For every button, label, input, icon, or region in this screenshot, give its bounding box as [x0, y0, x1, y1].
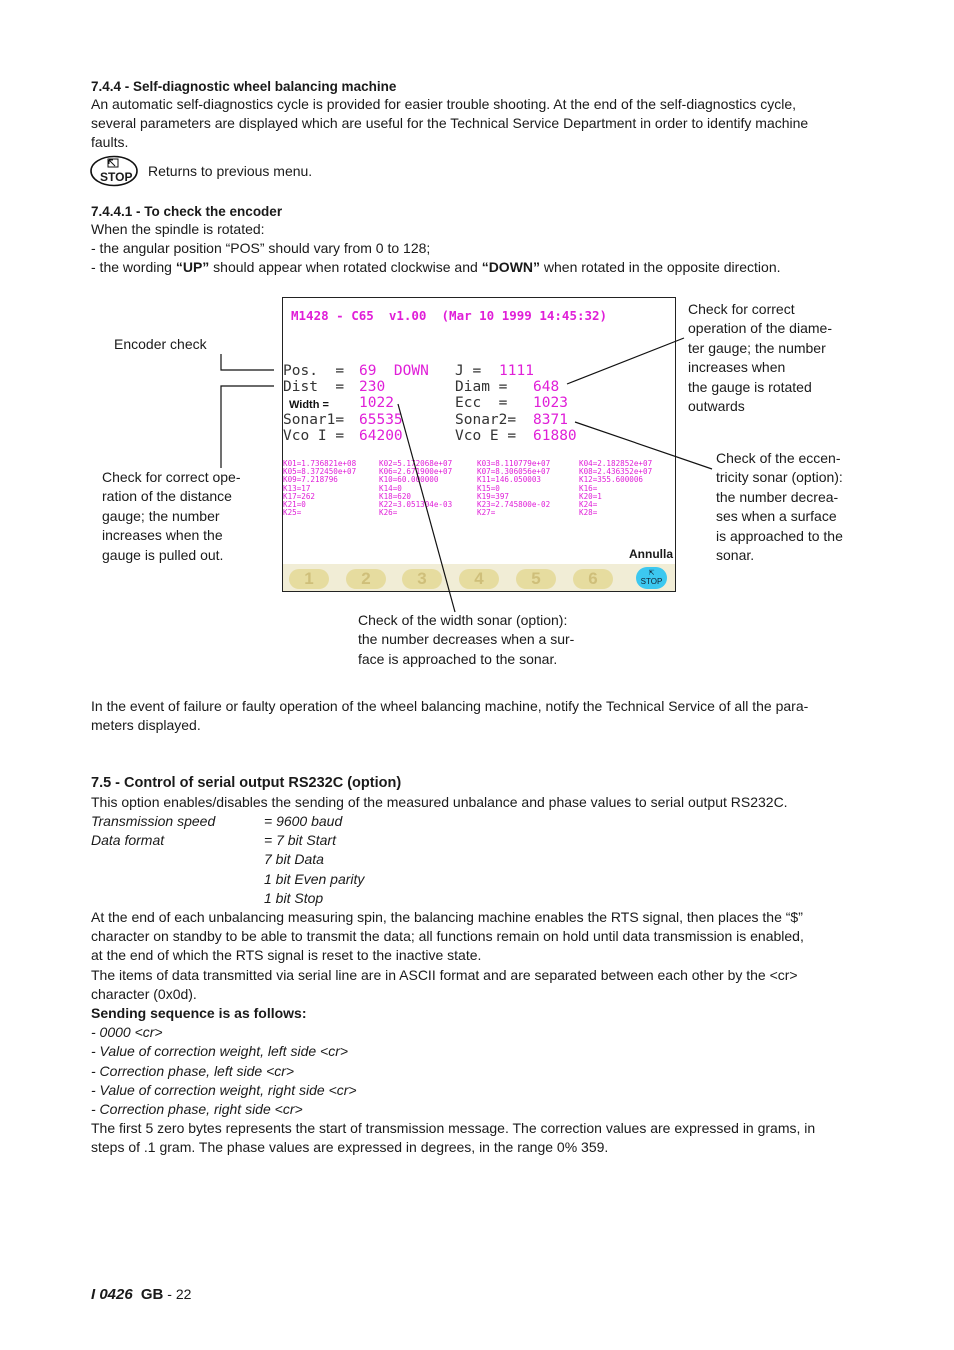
distance-leader [221, 386, 274, 468]
sequence-item: - 0000 <cr> [91, 1024, 163, 1041]
function-key-2[interactable]: 2 [346, 569, 386, 589]
function-key-3[interactable]: 3 [402, 569, 442, 589]
stop-key-label: STOP [100, 170, 133, 184]
caption-distance-check: Check for correct ope- ration of the distance gauge; the number increases when the gauge is pulled out. [102, 469, 241, 563]
brand-label: Annulla [629, 547, 673, 561]
k-params-col3: K03=8.110779e+07 K07=8.306056e+07 K11=146.050003 K15=0 K19=397 K23=2.745800e-02 K27= [477, 459, 551, 518]
k-params-col4: K04=2.182852e+07 K08=2.436352e+07 K12=355.600006 K16= K20=1 K24= K28= [579, 459, 653, 518]
caption-width-check: Check of the width sonar (option): the number decreases when a sur- face is approached to the sonar. [358, 612, 575, 667]
k-params-col2: K02=5.172068e+07 K06=2.671900e+07 K10=60.000000 K14=0 K18=620 K22=3.051304e-03 K26= [379, 459, 453, 518]
rs232-intro: This option enables/disables the sending of the measured unbalance and phase values to serial output RS232C. [91, 794, 788, 810]
page-footer [91, 1286, 191, 1303]
sequence-item: - Value of correction weight, right side <cr> [91, 1081, 357, 1098]
rts-paragraph: At the end of each unbalancing measuring spin, the balancing machine enables the RTS signal, then places the “$” character on standby to be able to transmit the data; all functions remain on hold until data transmission is enabled, at the end of which the RTS signal is reset to the inactive state. The items of data transmitted via serial line are in ASCII format and are separated between each other by the <cr> character (0x0d). Sending sequence is as follows: - 0000 <cr> - Value of correction weight, left side <cr> - Correction phase, left side <cr> - Value of correction weight, right side <cr> - Correction phase, right side <cr> The first 5 zero bytes represents the start of transmission message. The correction values are expressed in grams, in steps of .1 gram. The phase values are expressed in degrees, in the range 0% 359. [91, 908, 851, 1158]
encoder-instructions: When the spindle is rotated: - the angular position “POS” should vary from 0 to 128; - the wording “UP” should appear when rotated clockwise and “DOWN” when rotated in the opposite direction. [91, 221, 781, 276]
caption-eccentricity-check: Check of the eccen- tricity sonar (option): the number decrea- ses when a surface is approached to the sonar. [716, 450, 843, 564]
eccentricity-leader [575, 422, 712, 469]
intro-paragraph: An automatic self-diagnostics cycle is provided for easier trouble shooting. At the end of the self-diagnostics cycle, several parameters are displayed which are useful for the Technical Service Department in order to identify machine faults. [91, 96, 809, 151]
function-key-4[interactable]: 4 [459, 569, 499, 589]
stop-description: Returns to previous menu. [148, 163, 313, 179]
width-leader [398, 404, 455, 612]
sequence-item: - Value of correction weight, left side <cr> [91, 1043, 349, 1060]
sequence-heading: Sending sequence is as follows: [91, 1005, 307, 1022]
function-key-6[interactable]: 6 [573, 569, 613, 589]
screen-title: M1428 - C65 v1.00 (Mar 10 1999 14:45:32) [291, 308, 608, 323]
diagnostic-screen: M1428 - C65 v1.00 (Mar 10 1999 14:45:32) Pos. = 69 DOWN J = 1111 Dist = 230 Diam = 648 Width = 1022 Ecc = 1023 Sonar1= 65535 Sonar2= 8371 Vco I = 64200 Vco E = 61880 K01=1.736821e+08 K05=8.372450e+07 K09=7.218796 K13=17 K17=262 K21=0 K25= K02=5.172068e+07 K06=2.671900e+07 K10=60.000000 K14=0 K18=620 K22=3.051304e-03 K26= K03=8.110779e+07 K07=8.306056e+07 K11=146.050003 K15=0 K19=397 K23=2.745800e-02 K27= K04=2.182852e+07 K08=2.436352e+07 K12=355.600006 K16= K20=1 K24= K28= Annulla 1 2 3 4 5 6 ⇱ STOP [282, 297, 676, 592]
section-heading-7441: 7.4.4.1 - To check the encoder [91, 204, 283, 219]
function-key-1[interactable]: 1 [289, 569, 329, 589]
sequence-item: - Correction phase, right side <cr> [91, 1101, 303, 1118]
document-code: I 0426 [91, 1286, 133, 1303]
section-heading-75: 7.5 - Control of serial output RS232C (option) [91, 775, 402, 791]
failure-note: In the event of failure or faulty operation of the wheel balancing machine, notify the Technical Service of all the para- meters displayed. [91, 698, 809, 734]
section-heading-744: 7.4.4 - Self-diagnostic wheel balancing machine [91, 79, 397, 94]
diameter-leader [567, 338, 684, 384]
screen-stop-arrow-icon: ⇱ [648, 570, 655, 577]
screen-stop-label: STOP [640, 577, 663, 586]
page-number: - 22 [163, 1286, 192, 1302]
function-key-5[interactable]: 5 [516, 569, 556, 589]
sequence-item: - Correction phase, left side <cr> [91, 1062, 295, 1079]
spec-labels: Transmission speed Data format [91, 813, 216, 849]
caption-diameter-check: Check for correct operation of the diame- ter gauge; the number increases when the gauge is rotated outwards [688, 301, 832, 415]
k-params-col1: K01=1.736821e+08 K05=8.372450e+07 K09=7.218796 K13=17 K17=262 K21=0 K25= [283, 459, 357, 518]
spec-values: = 9600 baud = 7 bit Start 7 bit Data 1 bit Even parity 1 bit Stop [264, 813, 365, 906]
encoder-leader [221, 354, 274, 370]
language-code: GB [140, 1286, 164, 1303]
caption-encoder-check: Encoder check [114, 336, 207, 352]
